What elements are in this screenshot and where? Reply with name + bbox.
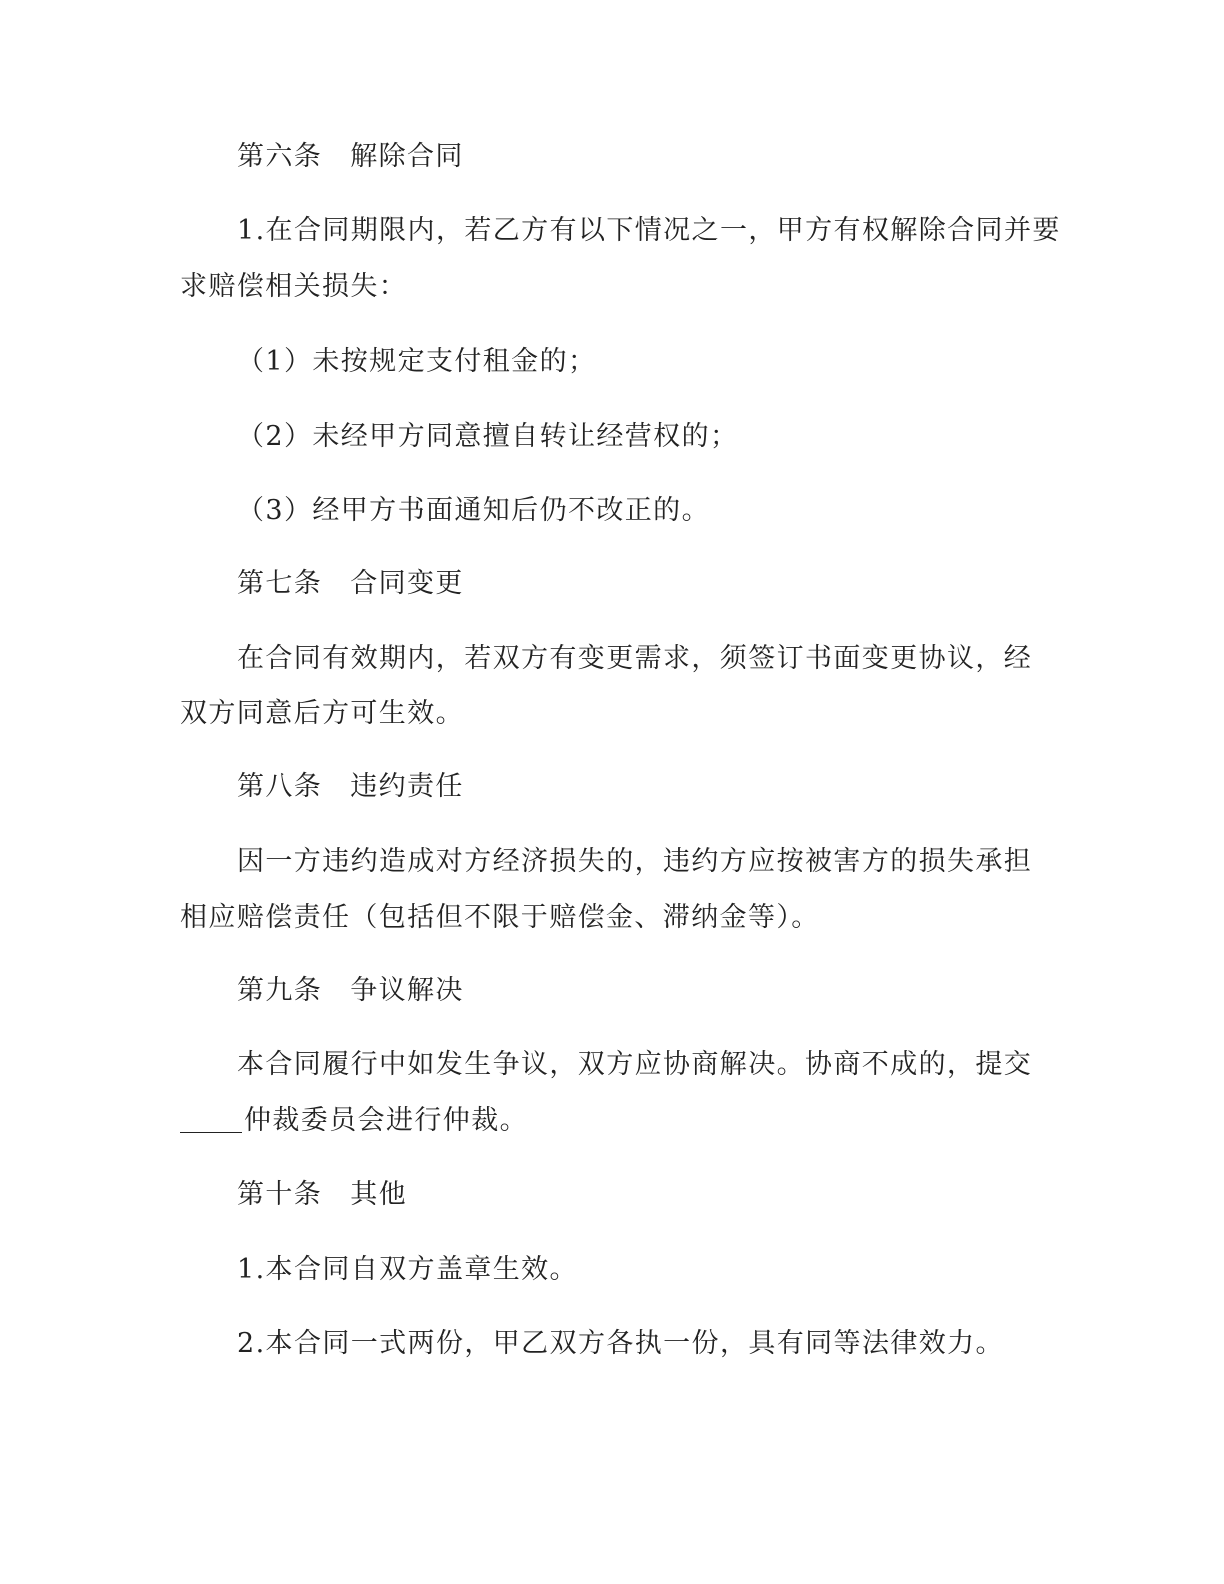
article-8-number: 第八条 bbox=[237, 771, 323, 802]
article-9-text-line-2-text: 仲裁委员会进行仲裁。 bbox=[244, 1105, 528, 1136]
article-8-title: 违约责任 bbox=[350, 771, 464, 802]
article-10-clause-2: 2.本合同一式两份，甲乙双方各执一份，具有同等法律效力。 bbox=[237, 1328, 1004, 1359]
article-6-number: 第六条 bbox=[237, 141, 323, 172]
article-7-heading bbox=[237, 568, 464, 600]
article-6-item-1: （1）未按规定支付租金的； bbox=[237, 346, 597, 377]
article-10-clause-1: 1.本合同自双方盖章生效。 bbox=[237, 1254, 578, 1285]
article-6-clause-1-line-2: 求赔偿相关损失： bbox=[180, 271, 408, 302]
article-8-heading bbox=[237, 771, 464, 803]
article-6-item-2: （2）未经甲方同意擅自转让经营权的； bbox=[237, 421, 739, 452]
article-8-text-line-1: 因一方违约造成对方经济损失的，违约方应按被害方的损失承担 bbox=[237, 846, 1033, 877]
article-10-number: 第十条 bbox=[237, 1179, 323, 1210]
article-10-title: 其他 bbox=[350, 1179, 408, 1210]
article-6-clause-1-line-1: 1.在合同期限内，若乙方有以下情况之一，甲方有权解除合同并要 bbox=[237, 215, 1061, 246]
article-6-item-3: （3）经甲方书面通知后仍不改正的。 bbox=[237, 495, 710, 526]
article-6-title: 解除合同 bbox=[350, 141, 464, 172]
article-9-title: 争议解决 bbox=[350, 975, 464, 1006]
article-8-text-line-2: 相应赔偿责任（包括但不限于赔偿金、滞纳金等）。 bbox=[180, 902, 820, 933]
article-7-number: 第七条 bbox=[237, 568, 323, 599]
article-7-text-line-1: 在合同有效期内，若双方有变更需求，须签订书面变更协议，经 bbox=[237, 643, 1033, 674]
article-9-text-line-1: 本合同履行中如发生争议，双方应协商解决。协商不成的，提交 bbox=[237, 1049, 1033, 1080]
article-7-text-line-2: 双方同意后方可生效。 bbox=[180, 698, 464, 729]
article-9-text-line-2 bbox=[180, 1105, 528, 1137]
article-9-heading bbox=[237, 975, 464, 1007]
article-9-number: 第九条 bbox=[237, 975, 323, 1006]
article-6-heading bbox=[237, 141, 464, 173]
article-7-title: 合同变更 bbox=[350, 568, 464, 599]
article-10-heading bbox=[237, 1179, 407, 1211]
arbitration-blank-line bbox=[180, 1104, 242, 1133]
